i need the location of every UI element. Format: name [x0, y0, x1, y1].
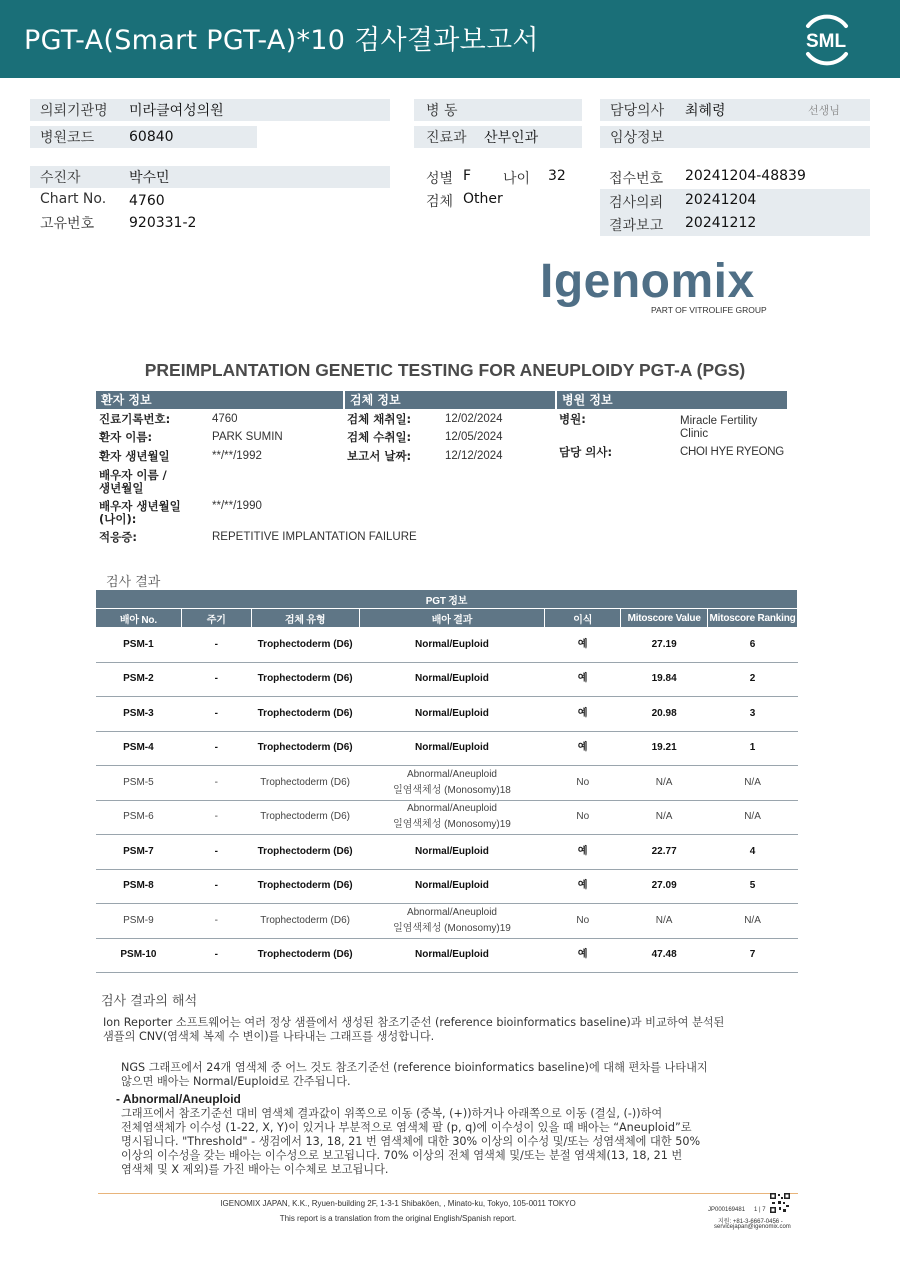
received-value: 12/05/2024	[445, 431, 503, 443]
results-heading: 검사 결과	[106, 575, 161, 590]
department-value: 산부인과	[484, 130, 539, 146]
embryo-result-detail: 일염색체성 (Monosomy)18	[393, 784, 511, 796]
embryo-transfer: 예	[545, 869, 621, 904]
embryo-type: Trophectoderm (D6)	[251, 800, 359, 835]
embryo-id: PSM-9	[96, 904, 182, 939]
svg-text:SML: SML	[805, 31, 847, 52]
embryo-result	[359, 938, 545, 973]
embryo-result	[359, 800, 545, 835]
embryo-type: Trophectoderm (D6)	[251, 628, 359, 663]
hospital-code-field	[30, 126, 257, 148]
age-label: 나이	[503, 171, 531, 187]
embryo-result-detail: 일염색체성 (Monosomy)19	[393, 819, 511, 831]
embryo-transfer: No	[545, 766, 621, 801]
embryo-type: Trophectoderm (D6)	[251, 835, 359, 870]
embryo-result	[359, 731, 545, 766]
mitoscore-value: 19.84	[621, 662, 708, 697]
p3-line-1: 그래프에서 참조기준선 대비 염색체 결과값이 위쪽으로 이동 (중복, (+))하거나 아래쪽으로 이동 (결실, (-))하여	[121, 1107, 663, 1120]
embryo-cycle: -	[181, 938, 251, 973]
p3-line-4: 이상의 이수성을 갖는 배아는 이수성으로 보고됩니다. 70% 이상의 전체 염색체 및/또는 분절 염색체(13, 18, 21 번	[121, 1149, 683, 1162]
table-row	[96, 766, 798, 801]
spouse-dob-label-1: 배우자 생년월일	[99, 499, 181, 513]
embryo-cycle: -	[181, 835, 251, 870]
report-date-label: 결과보고	[609, 218, 664, 234]
embryo-cycle: -	[181, 800, 251, 835]
col-transfer: 이식	[545, 609, 621, 628]
embryo-cycle: -	[181, 697, 251, 732]
ward-label: 병 동	[426, 103, 458, 119]
clinical-info-field	[600, 126, 870, 148]
table-row	[96, 800, 798, 835]
mitoscore-rank: 3	[708, 697, 798, 732]
embryo-result	[359, 869, 545, 904]
received-label: 검체 수취일:	[347, 430, 412, 444]
interpretation-paragraph-1	[103, 1016, 724, 1044]
mitoscore-value: 19.21	[621, 731, 708, 766]
table-row	[96, 904, 798, 939]
footer-divider	[98, 1193, 798, 1194]
dates-field	[600, 189, 870, 236]
embryo-result	[359, 662, 545, 697]
col-mitoscore-value: Mitoscore Value	[621, 609, 708, 628]
spouse-dob-value: **/**/1990	[212, 500, 262, 512]
indication-label: 적응증:	[99, 530, 137, 544]
table-row	[96, 628, 798, 663]
institution-value: 미라클여성의원	[129, 103, 224, 119]
embryo-result-text: Normal/Euploid	[415, 880, 489, 892]
request-date-value: 20241204	[685, 192, 757, 208]
footer-doc-code: JP000169481	[708, 1207, 746, 1213]
doctor-field	[600, 99, 870, 121]
doctor-suffix: 선생님	[808, 104, 840, 117]
embryo-result-text: Abnormal/Aneuploid	[406, 803, 497, 815]
p1-line-1: Ion Reporter 소프트웨어는 여러 정상 샘플에서 생성된 참조기준선 (reference bioinformatics baseline)과 비교하여 분석된	[103, 1016, 725, 1029]
footer-address: IGENOMIX JAPAN, K.K., Ryuen-building 2F, 1-3-1 Shibakōen, , Minato-ku, Tokyo, 105-0011 TOKYO	[220, 1199, 576, 1208]
embryo-id: PSM-10	[96, 938, 182, 973]
embryo-transfer: 예	[545, 835, 621, 870]
table-row	[96, 731, 798, 766]
footer-page: 1 | 7	[754, 1207, 766, 1213]
mitoscore-value: 27.19	[621, 628, 708, 663]
chart-no-value: 4760	[129, 193, 165, 209]
patient-name-value: PARK SUMIN	[212, 431, 283, 443]
collected-label: 검체 채취일:	[347, 412, 412, 426]
doctor-label: 담당의사	[610, 103, 665, 119]
interpretation-paragraph-2	[121, 1061, 708, 1089]
footer-phone: 지원: +81-3-6667-0456 -	[718, 1219, 783, 1225]
sex-label: 성별	[426, 171, 454, 187]
embryo-result	[359, 835, 545, 870]
embryo-type: Trophectoderm (D6)	[251, 904, 359, 939]
svg-text:PART OF VITROLIFE GROUP: PART OF VITROLIFE GROUP	[651, 305, 767, 315]
results-table	[95, 589, 798, 973]
mitoscore-value: N/A	[621, 800, 708, 835]
specimen-label: 검체	[426, 194, 454, 210]
table-row	[96, 869, 798, 904]
embryo-transfer: 예	[545, 662, 621, 697]
embryo-result-text: Normal/Euploid	[415, 707, 489, 719]
patient-label: 수진자	[40, 170, 81, 186]
embryo-result-text: Normal/Euploid	[415, 742, 489, 754]
spouse-name-label-2: 생년월일	[99, 481, 144, 495]
report-main-title: PREIMPLANTATION GENETIC TESTING FOR ANEUPLOIDY PGT-A (PGS)	[144, 360, 746, 380]
col-specimen-type: 검체 유형	[251, 609, 359, 628]
unique-no-label: 고유번호	[40, 216, 95, 232]
embryo-transfer: 예	[545, 731, 621, 766]
record-no-value: 4760	[212, 413, 238, 425]
institution-label: 의뢰기관명	[40, 103, 108, 119]
spouse-dob-label-2: (나이):	[99, 512, 137, 526]
specimen-value: Other	[463, 191, 503, 207]
qr-code-icon	[770, 1193, 790, 1213]
embryo-id: PSM-3	[96, 697, 182, 732]
mitoscore-value: N/A	[621, 766, 708, 801]
embryo-id: PSM-7	[96, 835, 182, 870]
report-date-value: 20241212	[685, 215, 757, 231]
pgt-group-header: PGT 정보	[96, 590, 798, 609]
table-row	[96, 938, 798, 973]
hospital-doctor-value: CHOI HYE RYEONG	[680, 446, 784, 458]
mitoscore-rank: 2	[708, 662, 798, 697]
embryo-type: Trophectoderm (D6)	[251, 869, 359, 904]
embryo-result	[359, 904, 545, 939]
embryo-cycle: -	[181, 662, 251, 697]
receipt-no-value: 20241204-48839	[685, 168, 806, 184]
specimen-info-bar: 검체 정보	[345, 391, 555, 409]
hospital-code-label: 병원코드	[40, 130, 95, 146]
mitoscore-rank: N/A	[708, 766, 798, 801]
embryo-type: Trophectoderm (D6)	[251, 938, 359, 973]
ward-field	[414, 99, 582, 121]
p3-line-2: 전체염색체가 이수성 (1-22, X, Y)이 있거나 부분적으로 염색체 팔 (p, q)에 이수성이 있을 때 배아는 “Aneuploid”로	[121, 1121, 692, 1134]
unique-no-value: 920331-2	[129, 215, 197, 231]
embryo-result-text: Normal/Euploid	[415, 949, 489, 961]
hospital-code-value: 60840	[129, 129, 174, 145]
col-embryo-no: 배아 No.	[96, 609, 182, 628]
collected-value: 12/02/2024	[445, 413, 503, 425]
patient-info-bar: 환자 정보	[96, 391, 343, 409]
receipt-no-label: 접수번호	[609, 171, 664, 187]
col-embryo-result: 배아 결과	[359, 609, 545, 628]
age-value: 32	[548, 168, 566, 184]
request-date-label: 검사의뢰	[609, 195, 664, 211]
chart-no-label: Chart No.	[40, 191, 107, 207]
doctor-value: 최혜령	[685, 103, 726, 119]
patient-value: 박수민	[129, 170, 170, 186]
embryo-result	[359, 766, 545, 801]
mitoscore-rank: 5	[708, 869, 798, 904]
embryo-cycle: -	[181, 731, 251, 766]
embryo-type: Trophectoderm (D6)	[251, 662, 359, 697]
igenomix-logo	[540, 255, 790, 321]
hospital-label: 병원:	[559, 412, 586, 426]
record-no-label: 진료기록번호:	[99, 412, 171, 426]
mitoscore-value: 47.48	[621, 938, 708, 973]
embryo-id: PSM-4	[96, 731, 182, 766]
mitoscore-value: N/A	[621, 904, 708, 939]
hospital-doctor-label: 담당 의사:	[559, 445, 613, 459]
mitoscore-rank: 1	[708, 731, 798, 766]
patient-field	[30, 166, 390, 188]
embryo-result-text: Abnormal/Aneuploid	[406, 906, 497, 918]
embryo-transfer: 예	[545, 697, 621, 732]
embryo-type: Trophectoderm (D6)	[251, 697, 359, 732]
table-row	[96, 835, 798, 870]
table-row	[96, 697, 798, 732]
embryo-id: PSM-6	[96, 800, 182, 835]
embryo-result	[359, 697, 545, 732]
sml-logo	[796, 12, 856, 68]
embryo-cycle: -	[181, 904, 251, 939]
embryo-result-text: Normal/Euploid	[415, 638, 489, 650]
p2-line-1: NGS 그래프에서 24개 염색체 중 어느 것도 참조기준선 (reference bioinformatics baseline)에 대해 편차를 나타내지	[121, 1061, 708, 1074]
abnormal-subheading: - Abnormal/Aneuploid	[116, 1092, 241, 1106]
mitoscore-rank: N/A	[708, 904, 798, 939]
table-row	[96, 662, 798, 697]
embryo-result	[359, 628, 545, 663]
report-header	[0, 0, 900, 78]
embryo-result-text: Normal/Euploid	[415, 845, 489, 857]
embryo-transfer: 예	[545, 938, 621, 973]
col-cycle: 주기	[181, 609, 251, 628]
embryo-result-text: Abnormal/Aneuploid	[406, 768, 497, 780]
hospital-value-2: Clinic	[680, 428, 709, 440]
mitoscore-rank: 4	[708, 835, 798, 870]
embryo-result-detail: 일염색체성 (Monosomy)19	[393, 922, 511, 934]
interpretation-paragraph-3	[121, 1107, 700, 1177]
col-mitoscore-ranking: Mitoscore Ranking	[708, 609, 798, 628]
report-date-value-en: 12/12/2024	[445, 450, 503, 462]
p3-line-5: 염색체 및 X 제외)를 가진 배아는 이수체로 보고됩니다.	[121, 1163, 389, 1176]
institution-field	[30, 99, 390, 121]
department-label: 진료과	[426, 130, 467, 146]
embryo-transfer: No	[545, 800, 621, 835]
patient-dob-label: 환자 생년월일	[99, 449, 170, 463]
mitoscore-rank: 7	[708, 938, 798, 973]
spouse-name-label-1: 배우자 이름 /	[99, 468, 167, 482]
patient-name-label: 환자 이름:	[99, 430, 153, 444]
department-field	[414, 126, 582, 148]
report-title: PGT-A(Smart PGT-A)*10 검사결과보고서	[24, 25, 539, 56]
footer-email: servicejapan@igenomix.com	[714, 1224, 791, 1230]
report-date-label-en: 보고서 날짜:	[347, 449, 412, 463]
p1-line-2: 샘플의 CNV(염색체 복제 수 변이)를 나타내는 그래프를 생성합니다.	[103, 1030, 435, 1043]
embryo-type: Trophectoderm (D6)	[251, 731, 359, 766]
p3-line-3: 명시됩니다. "Threshold" - 생검에서 13, 18, 21 번 염색체에 대한 30% 이상의 이수성 및/또는 성염색체에 대한 50%	[121, 1135, 701, 1148]
embryo-cycle: -	[181, 869, 251, 904]
interpretation-heading: 검사 결과의 해석	[101, 994, 198, 1009]
mitoscore-value: 27.09	[621, 869, 708, 904]
sex-value: F	[463, 168, 472, 184]
clinical-info-label: 임상정보	[610, 130, 665, 146]
footer-note: This report is a translation from the original English/Spanish report.	[279, 1214, 517, 1223]
embryo-transfer: No	[545, 904, 621, 939]
patient-dob-value: **/**/1992	[212, 450, 262, 462]
embryo-transfer: 예	[545, 628, 621, 663]
p2-line-2: 않으면 배아는 Normal/Euploid로 간주됩니다.	[121, 1075, 351, 1088]
mitoscore-value: 20.98	[621, 697, 708, 732]
mitoscore-value: 22.77	[621, 835, 708, 870]
embryo-type: Trophectoderm (D6)	[251, 766, 359, 801]
indication-value: REPETITIVE IMPLANTATION FAILURE	[212, 531, 417, 543]
embryo-result-text: Normal/Euploid	[415, 673, 489, 685]
embryo-id: PSM-8	[96, 869, 182, 904]
hospital-value-1: Miracle Fertility	[680, 415, 758, 427]
embryo-id: PSM-2	[96, 662, 182, 697]
mitoscore-rank: N/A	[708, 800, 798, 835]
embryo-id: PSM-1	[96, 628, 182, 663]
svg-text:Igenomix: Igenomix	[540, 255, 755, 308]
hospital-info-bar: 병원 정보	[557, 391, 787, 409]
mitoscore-rank: 6	[708, 628, 798, 663]
embryo-cycle: -	[181, 766, 251, 801]
embryo-cycle: -	[181, 628, 251, 663]
embryo-id: PSM-5	[96, 766, 182, 801]
